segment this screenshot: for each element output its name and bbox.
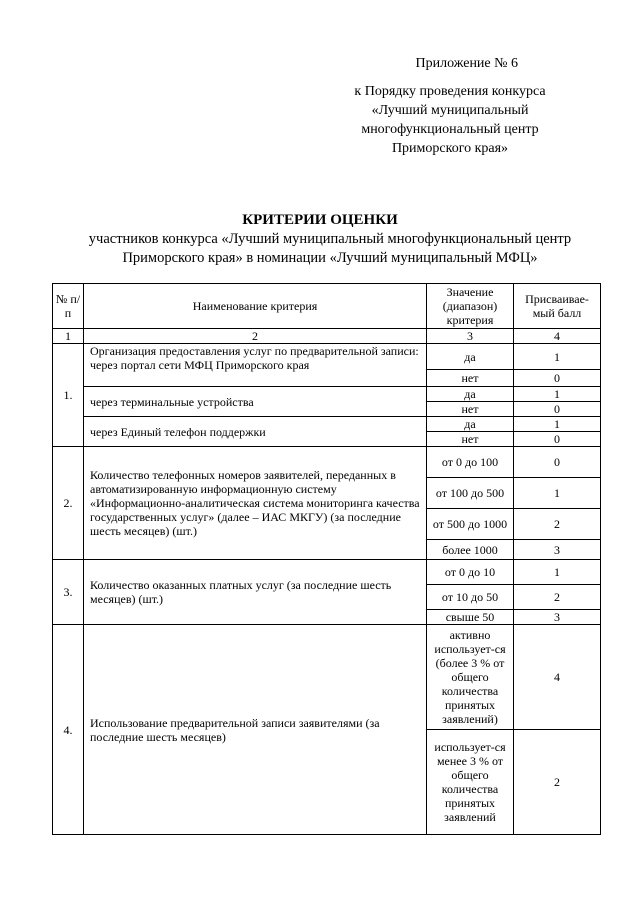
col-number: 2 [84,329,427,344]
criterion-number: 3. [53,560,84,625]
value-cell: нет [427,370,514,387]
subtitle-line-2: Приморского края» в номинации «Лучший муниципальный МФЦ» [122,250,538,266]
criteria-table [52,283,601,835]
value-cell: от 10 до 50 [427,585,514,610]
col-number: 3 [427,329,514,344]
value-cell: активно использует-ся (более 3 % от общего количества принятых заявлений) [427,625,514,730]
criterion-1-intro: Организация предоставления услуг по предварительной записи: [90,344,419,358]
value-cell: от 0 до 100 [427,447,514,478]
score-cell: 1 [514,560,601,585]
table-row [53,560,601,585]
criterion-number: 1. [53,344,84,447]
value-cell: да [427,387,514,402]
table-row [53,387,601,402]
criterion-number: 4. [53,625,84,835]
score-cell: 2 [514,730,601,835]
criterion-2-text: Количество телефонных номеров заявителей, переданных в автоматизированную информационную систему «Информационно-аналитическая система мониторинга качества государственных услуг» (далее – ИАС МКГУ) (за последние шесть месяцев) (шт.) [84,447,427,560]
criterion-number: 2. [53,447,84,560]
table-row [53,447,601,478]
value-cell: использует-ся менее 3 % от общего количества принятых заявлений [427,730,514,835]
col-header-number: № п/п [53,284,84,329]
appendix-line-4: Приморского края» [391,141,509,156]
table-row [53,625,601,730]
value-cell: нет [427,402,514,417]
score-cell: 3 [514,540,601,560]
table-row [53,417,601,432]
appendix-block [330,54,570,158]
appendix-line-2: «Лучший муниципальный [371,103,529,118]
value-cell: от 100 до 500 [427,478,514,509]
criterion-1-sub-portal: через портал сети МФЦ Приморского края [90,358,310,372]
score-cell: 1 [514,417,601,432]
header-row [53,284,601,329]
score-cell: 0 [514,432,601,447]
col-header-value: Значение (диапазон) критерия [427,284,514,329]
criterion-1-sub-phone: через Единый телефон поддержки [84,417,427,447]
score-cell: 0 [514,402,601,417]
criterion-1-text [84,344,427,387]
value-cell: более 1000 [427,540,514,560]
criterion-4-text: Использование предварительной записи заявителями (за последние шесть месяцев) [84,625,427,835]
value-cell: да [427,417,514,432]
col-header-score: Присваивае-мый балл [514,284,601,329]
score-cell: 2 [514,509,601,540]
score-cell: 1 [514,387,601,402]
appendix-number: Приложение № 6 [415,56,518,71]
score-cell: 1 [514,344,601,370]
column-numbers-row [53,329,601,344]
score-cell: 4 [514,625,601,730]
col-number: 1 [53,329,84,344]
criterion-1-sub-terminals: через терминальные устройства [84,387,427,417]
appendix-line-1: к Порядку проведения конкурса [354,84,546,99]
document-subtitle [40,230,620,268]
value-cell: свыше 50 [427,610,514,625]
subtitle-line-1: участников конкурса «Лучший муниципальный многофункциональный центр [88,231,572,247]
score-cell: 0 [514,447,601,478]
value-cell: да [427,344,514,370]
col-number: 4 [514,329,601,344]
col-header-name: Наименование критерия [84,284,427,329]
table-row [53,344,601,370]
score-cell: 2 [514,585,601,610]
appendix-line-3: многофункциональный центр [361,122,539,137]
score-cell: 1 [514,478,601,509]
value-cell: нет [427,432,514,447]
value-cell: от 500 до 1000 [427,509,514,540]
score-cell: 3 [514,610,601,625]
score-cell: 0 [514,370,601,387]
value-cell: от 0 до 10 [427,560,514,585]
criterion-3-text: Количество оказанных платных услуг (за последние шесть месяцев) (шт.) [84,560,427,625]
document-title: КРИТЕРИИ ОЦЕНКИ [242,212,398,228]
